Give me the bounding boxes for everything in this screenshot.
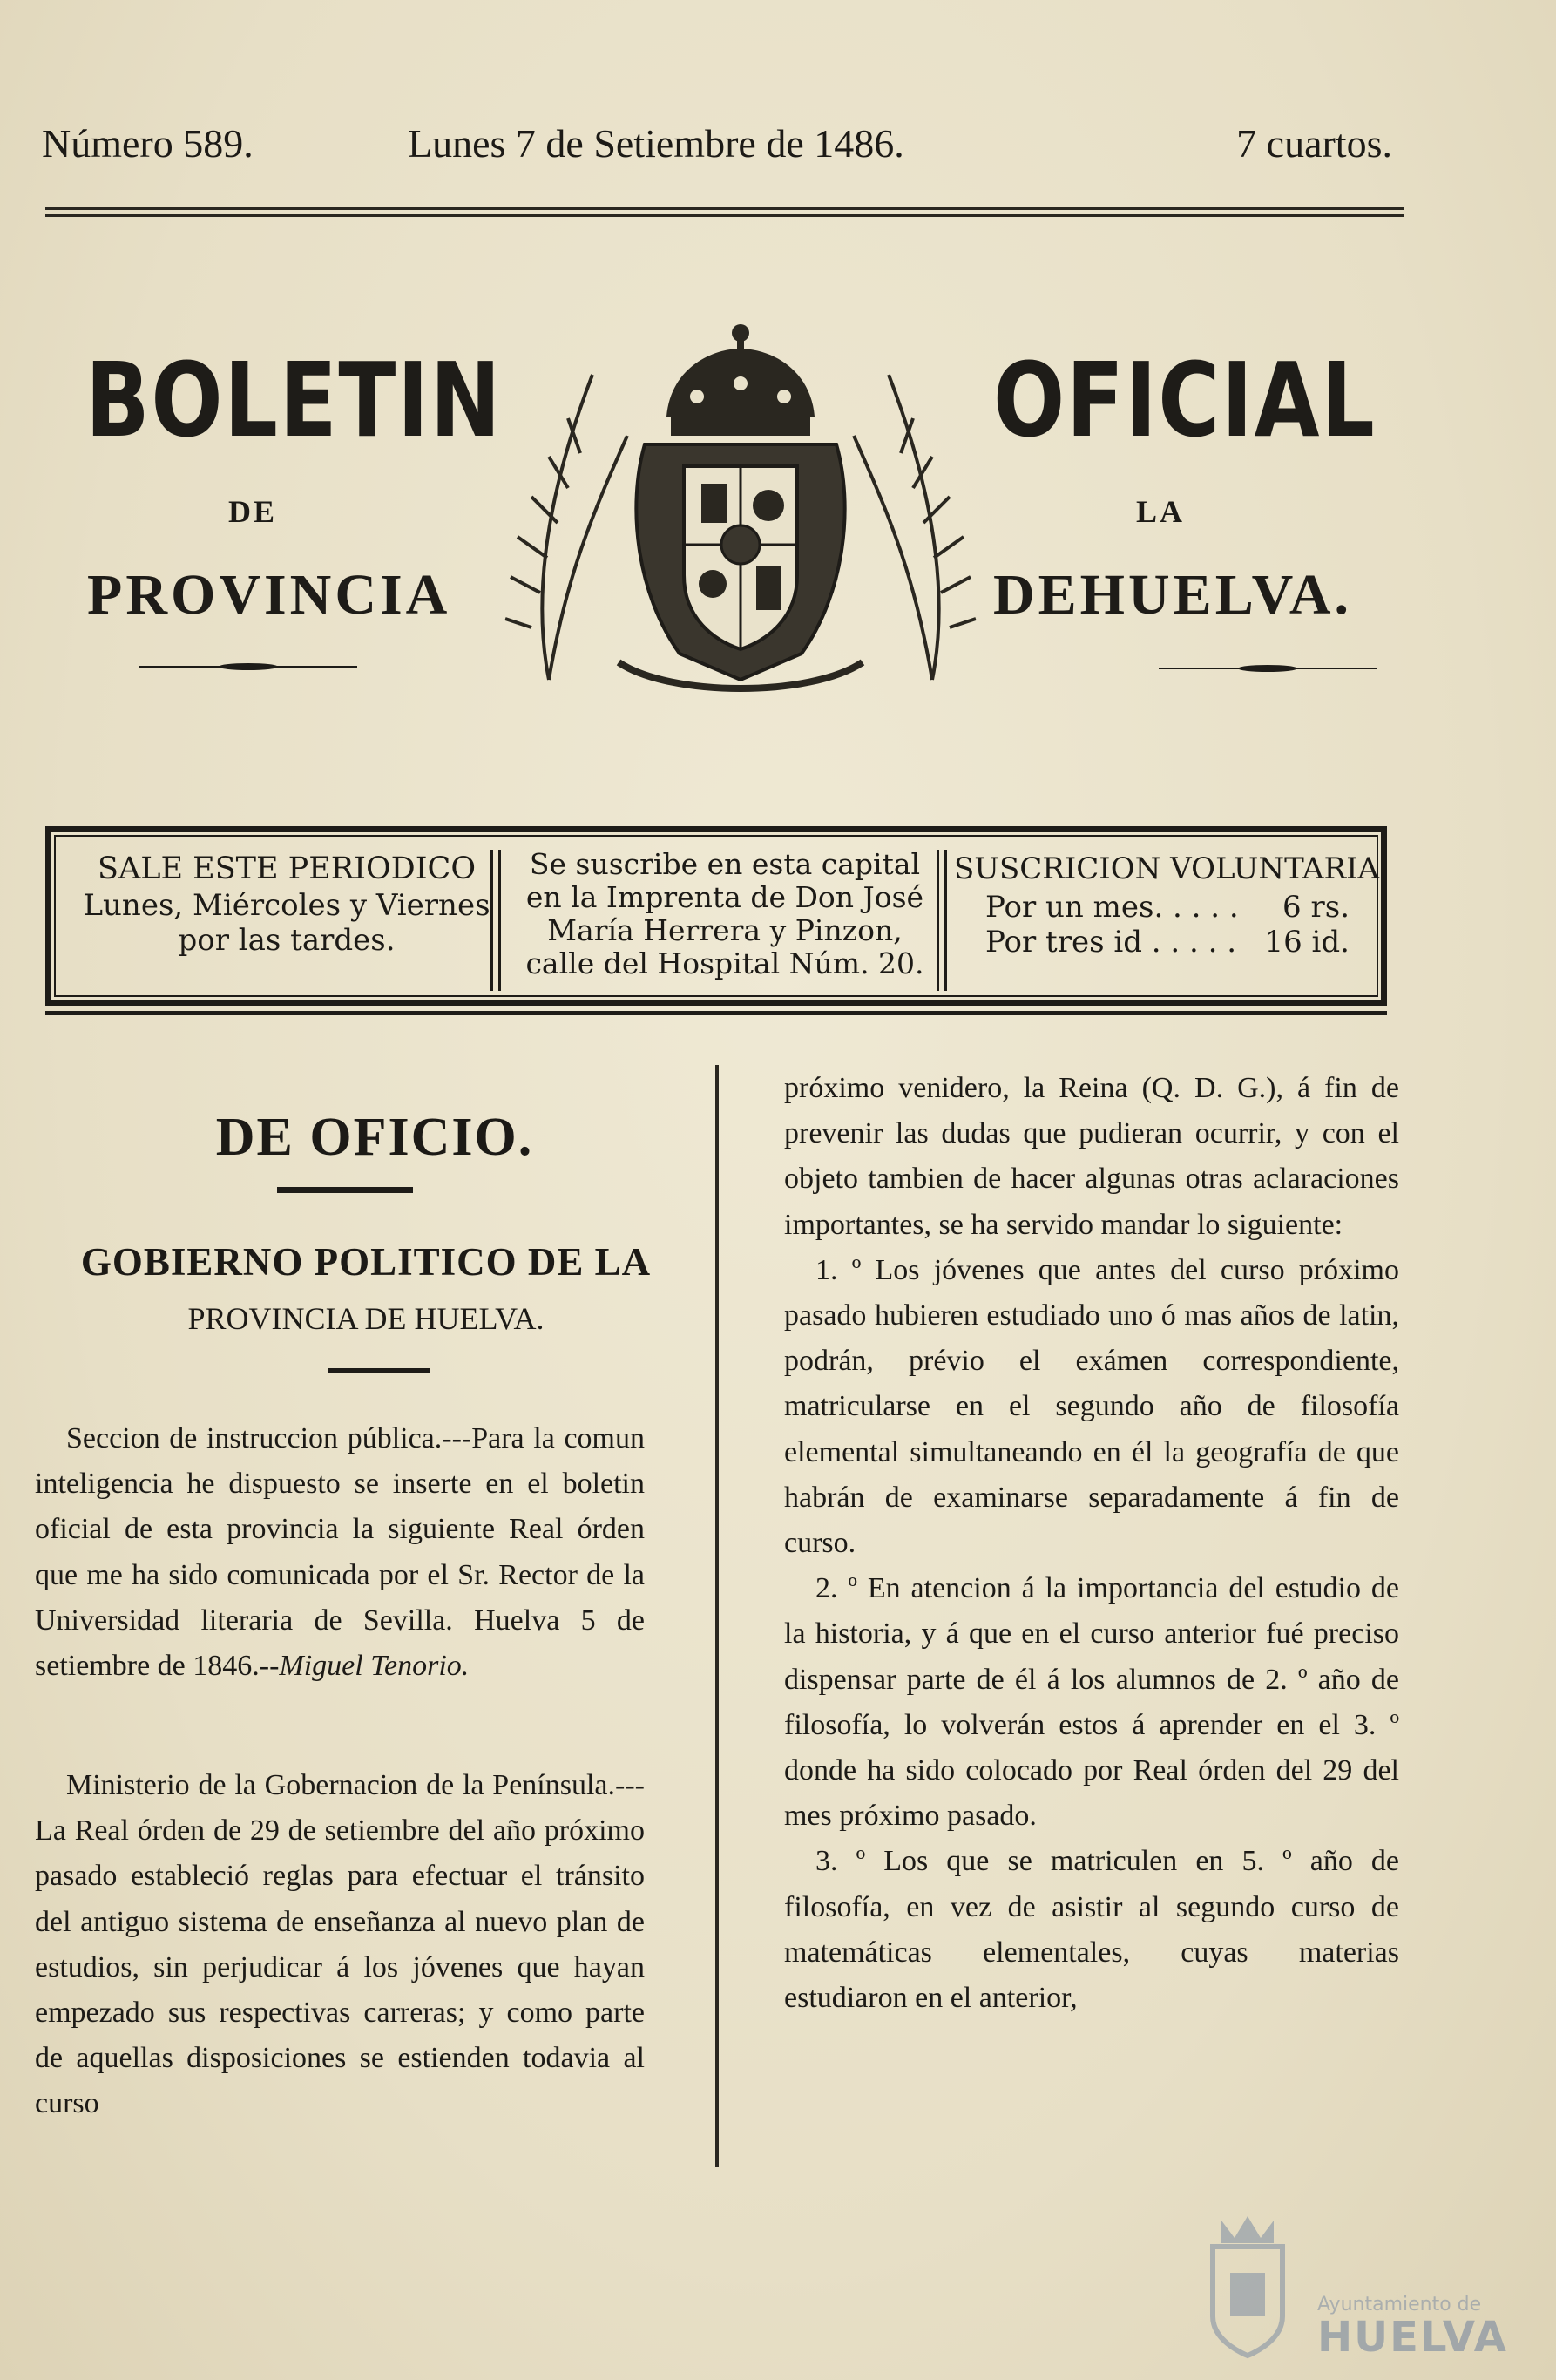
title-la: LA: [1136, 494, 1186, 529]
price-three-label: Por tres id . . . . .: [985, 925, 1237, 959]
section-title-rule: [277, 1187, 413, 1193]
subscription-line2: en la Imprenta de Don José: [525, 880, 924, 914]
subscription-box: [45, 826, 1387, 1006]
title-dehuelva: DEHUELVA.: [993, 563, 1352, 627]
issue-price: 7 cuartos.: [1236, 121, 1392, 166]
separator-left: [490, 850, 501, 991]
separator-right: [937, 850, 947, 991]
publication-time-text: por las tardes.: [178, 923, 396, 958]
article-ministry-text: Ministerio de la Gobernacion de la Península.---La Real órden de 29 de setiembre del año próximo pasado estableció reglas para efectuar el tránsito del antiguo sistema de enseñanza al nuevo plan de estudios, sin perjudicar á los jóvenes que hayan empezado sus respectivas carreras; y como parte de aquellas disposiciones se estienden todavia al curso: [35, 1769, 645, 2120]
header-rule: [45, 207, 1404, 217]
subscription-line1: Se suscribe en esta capital: [529, 847, 921, 881]
subheading-rule: [328, 1368, 430, 1373]
issue-line: [42, 120, 1392, 164]
section-title: DE OFICIO.: [215, 1108, 534, 1167]
city-seal-icon: [1195, 2212, 1300, 2360]
price-row-month: [954, 890, 1376, 925]
rule-item-3: 3. º Los que se matriculen en 5. º año de filosofía, en vez de asistir al segundo curso de matemáticas elementales, cuyas materias estudiaron en el anterior,: [784, 1845, 1399, 2015]
title-provincia: PROVINCIA: [87, 563, 451, 627]
ayuntamiento-watermark: [1195, 2203, 1509, 2360]
price-three-value: 16 id.: [1264, 925, 1350, 959]
article-intro: [35, 1416, 645, 1689]
rule-item-2: 2. º En atencion á la importancia del estudio de la historia, y á que en el curso anterior fué preciso dispensar parte de él á los alumnos de 2. º año de filosofía, lo volverán estos á aprender en el 3. º donde ha sido colocado por Real órden del 29 del mes próximo pasado.: [784, 1572, 1399, 1833]
price-month-value: 6 rs.: [1282, 890, 1350, 925]
publication-days: [60, 851, 513, 958]
title-de: DE: [228, 494, 278, 529]
issue-number: Número 589.: [42, 121, 254, 166]
title-oficial: OFICIAL: [993, 340, 1377, 460]
article-signature: Miguel Tenorio.: [279, 1650, 470, 1683]
rule-item-1: 1. º Los jóvenes que antes del curso próximo pasado hubieren estudiado uno ó mas años de latin, podrán, prévio el exámen correspondiente, matricularse en el segundo año de filosofía elemental simultaneando en él la geografía de que habrán de examinarse separadamente á fin de curso.: [784, 1253, 1399, 1560]
subscription-location: [511, 848, 938, 980]
voluntary-subscription-title: SUSCRICION VOLUNTARIA: [954, 851, 1380, 886]
continuation-text: próximo venidero, la Reina (Q. D. G.), á fin de prevenir las dudas que pudieran ocurrir, y con el objeto tambien de hacer algunas otras aclaraciones importantes, se ha servido mandar lo siguiente:: [784, 1072, 1399, 1241]
flourish-right: [1159, 664, 1377, 673]
article-intro-text: Seccion de instruccion pública.---Para la comun inteligencia he dispuesto se inserte en el boletin oficial de esta provincia la siguiente Real órden que me ha sido comunicada por el Sr. Rector de la Universidad literaria de Sevilla. Huelva 5 de setiembre de 1846.--: [35, 1422, 645, 1683]
box-bottom-rule: [45, 1011, 1387, 1015]
subscription-line4: calle del Hospital Núm. 20.: [525, 946, 924, 980]
article-continuation: [784, 1066, 1399, 2021]
column-divider: [715, 1065, 719, 2167]
title-boletin: BOLETIN: [85, 340, 503, 460]
flourish-left: [139, 662, 357, 671]
watermark-line1: Ayuntamiento de: [1317, 2294, 1482, 2316]
article-ministry: [35, 1763, 645, 2127]
publication-days-text: Lunes, Miércoles y Viernes: [83, 888, 490, 923]
subscription-line3: María Herrera y Pinzon,: [547, 913, 903, 947]
publication-title: SALE ESTE PERIODICO: [97, 851, 477, 886]
article-subheading: PROVINCIA DE HUELVA.: [187, 1301, 545, 1336]
issue-date: Lunes 7 de Setiembre de 1486.: [408, 121, 904, 166]
coat-of-arms-icon: [497, 314, 984, 715]
voluntary-subscription: [954, 851, 1380, 959]
article-heading: GOBIERNO POLITICO DE LA: [80, 1240, 652, 1284]
watermark-line2: HUELVA: [1317, 2313, 1508, 2362]
price-month-label: Por un mes. . . . .: [985, 890, 1239, 925]
price-row-three-months: [954, 925, 1376, 959]
